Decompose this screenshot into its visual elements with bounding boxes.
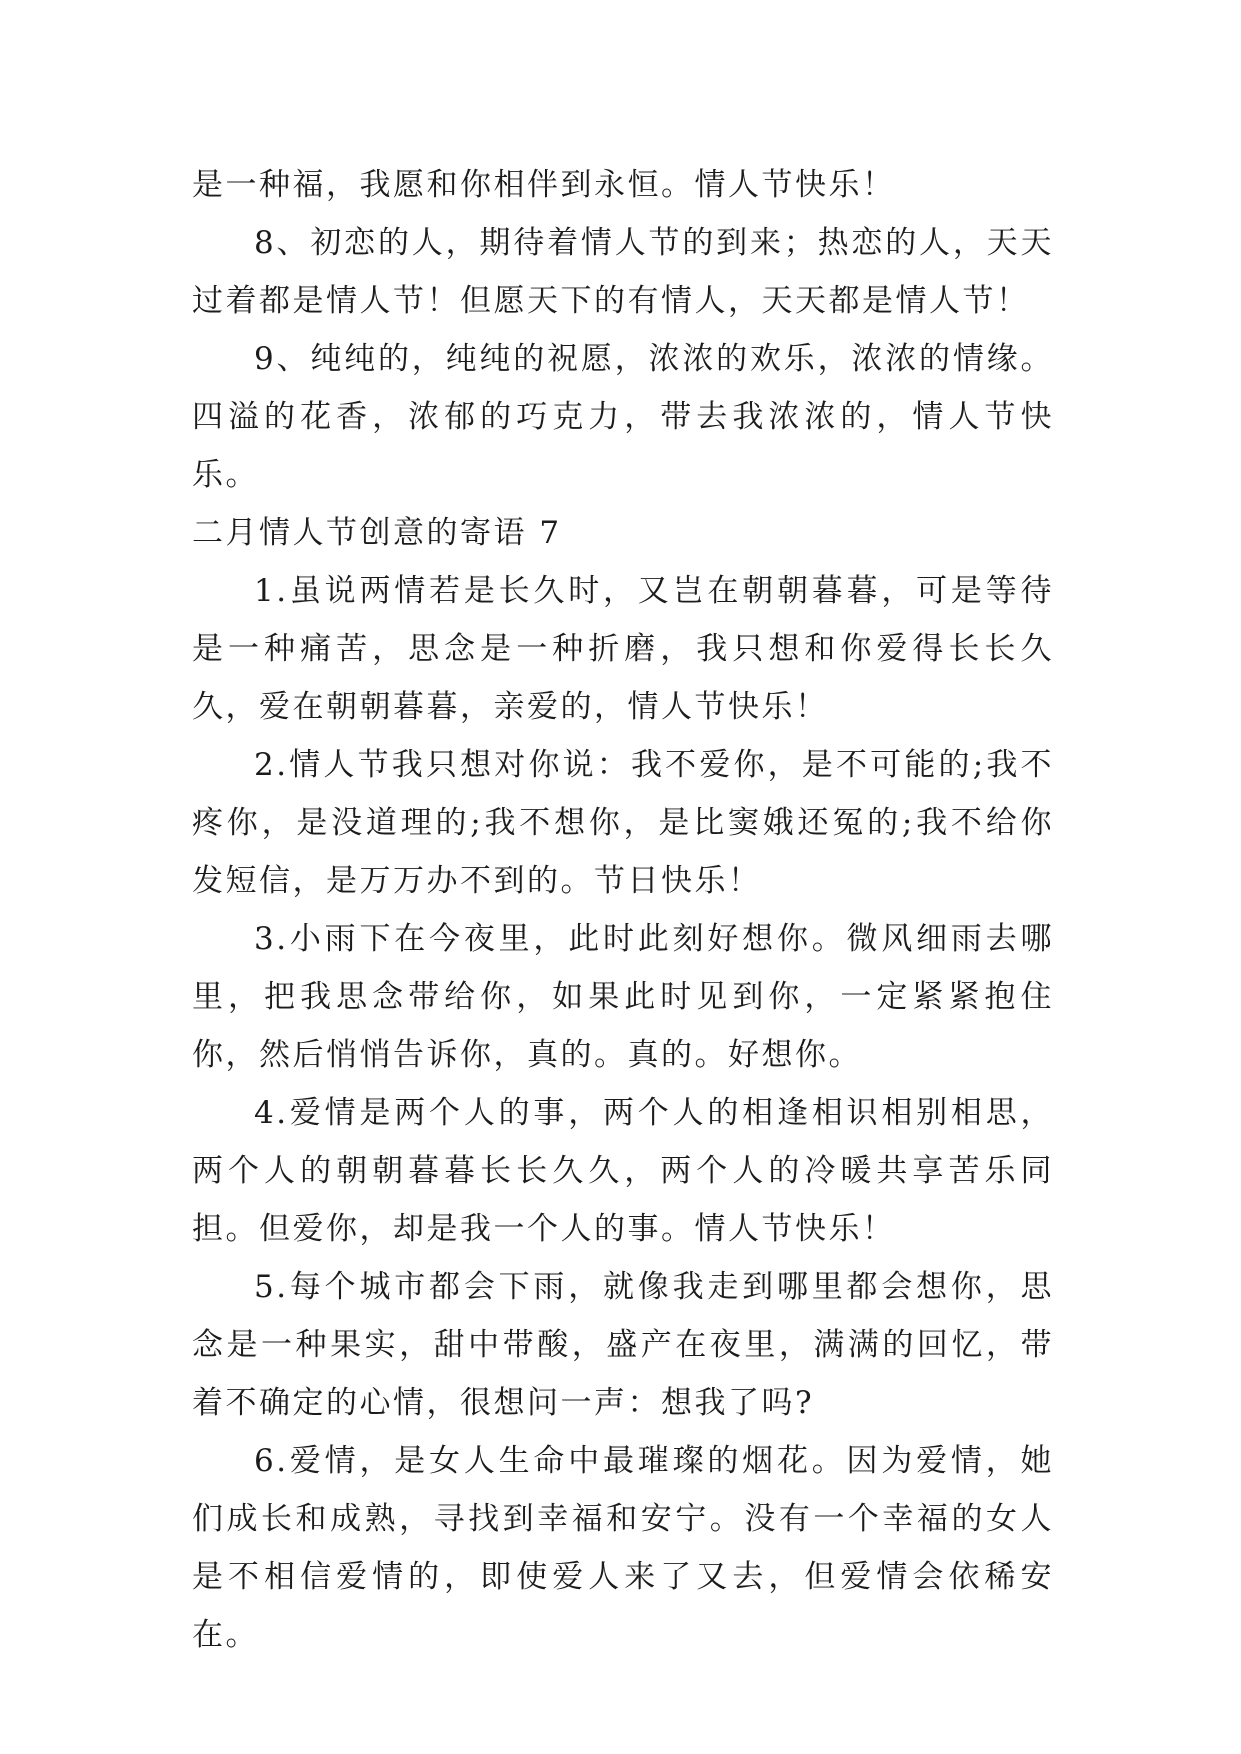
list-item-6: 6.爱情，是女人生命中最璀璨的烟花。因为爱情，她们成长和成熟，寻找到幸福和安宁。没有一个幸福的女人是不相信爱情的，即使爱人来了又去，但爱情会依稀安在。 <box>192 1443 1054 1653</box>
list-item-5: 5.每个城市都会下雨，就像我走到哪里都会想你，思念是一种果实，甜中带酸，盛产在夜里，满满的回忆，带着不确定的心情，很想问一声：想我了吗? <box>192 1269 1054 1421</box>
list-item-1: 1.虽说两情若是长久时，又岂在朝朝暮暮，可是等待是一种痛苦，思念是一种折磨，我只想和你爱得长长久久，爱在朝朝暮暮，亲爱的，情人节快乐！ <box>192 573 1054 725</box>
section-heading: 二月情人节创意的寄语 7 <box>192 515 562 551</box>
list-item-4: 4.爱情是两个人的事，两个人的相逢相识相别相思，两个人的朝朝暮暮长长久久，两个人的冷暖共享苦乐同担。但爱你，却是我一个人的事。情人节快乐！ <box>192 1095 1054 1247</box>
paragraph-continuation: 是一种福，我愿和你相伴到永恒。情人节快乐！ <box>192 167 896 203</box>
list-item-2: 2.情人节我只想对你说：我不爱你，是不可能的;我不疼你，是没道理的;我不想你，是比窦娥还冤的;我不给你发短信，是万万办不到的。节日快乐！ <box>192 747 1054 899</box>
list-item-3: 3.小雨下在今夜里，此时此刻好想你。微风细雨去哪里，把我思念带给你，如果此时见到你，一定紧紧抱住你，然后悄悄告诉你，真的。真的。好想你。 <box>192 921 1054 1073</box>
list-item-9: 9、纯纯的，纯纯的祝愿，浓浓的欢乐，浓浓的情缘。四溢的花香，浓郁的巧克力，带去我浓浓的，情人节快乐。 <box>192 341 1054 493</box>
list-item-8: 8、初恋的人，期待着情人节的到来；热恋的人，天天过着都是情人节！但愿天下的有情人，天天都是情人节！ <box>192 225 1054 319</box>
document-body <box>192 156 1054 1664</box>
